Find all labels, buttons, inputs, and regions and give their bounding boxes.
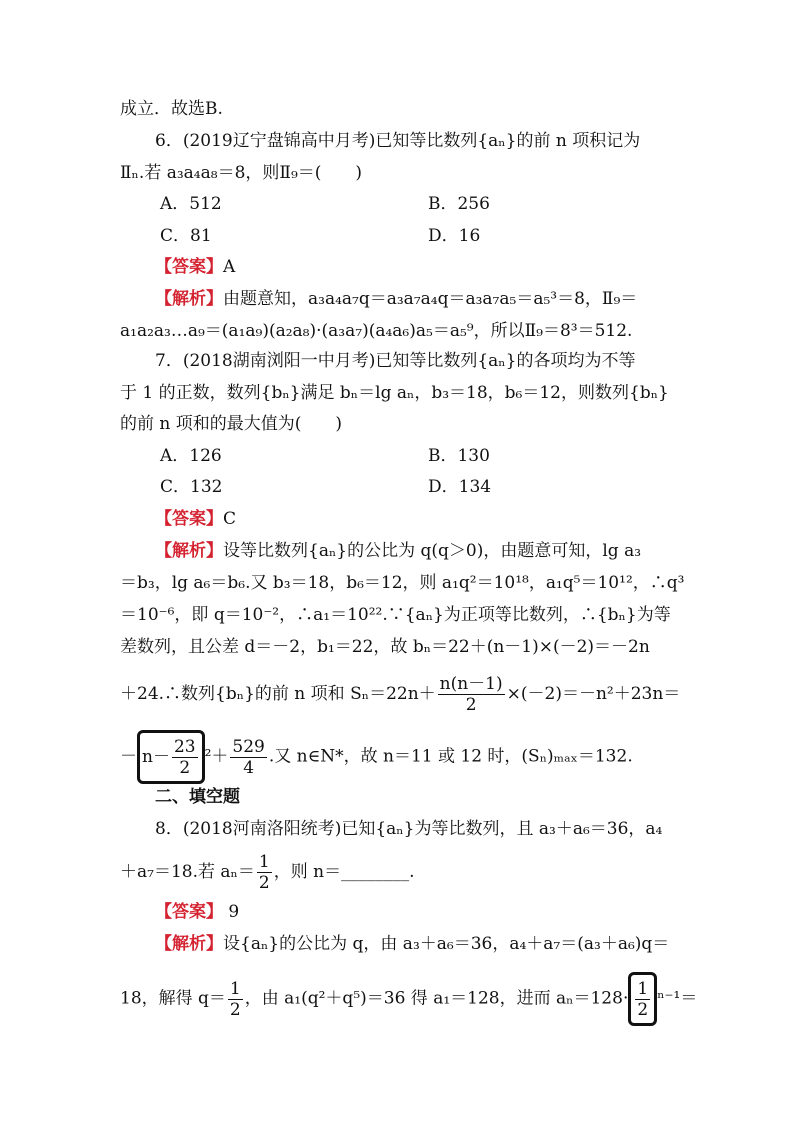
formula-text: ，则 n＝________. bbox=[273, 862, 415, 882]
analysis-text: 由题意知，a₃a₄a₇q＝a₃a₇a₄q＝a₃a₇a₅＝a₅³＝8，Ⅱ₉＝ bbox=[223, 289, 638, 309]
formula-text: ⁿ⁻¹＝ bbox=[657, 988, 698, 1009]
question-8-line-2 bbox=[120, 850, 414, 894]
fraction-denominator: 2 bbox=[179, 758, 191, 778]
fraction bbox=[438, 674, 505, 715]
question-7-line-3: 的前 n 项和的最大值为( ) bbox=[120, 414, 343, 434]
formula-text: ＋24.∴数列{bₙ}的前 n 项和 Sₙ＝22n＋ bbox=[120, 684, 436, 704]
option-c: C．81 bbox=[160, 226, 212, 246]
formula-text: ²＋ bbox=[204, 746, 229, 767]
analysis-tag: 【解析】 bbox=[155, 541, 223, 561]
formula-text: ，由 a₁(q²＋q⁵)＝36 得 a₁＝128，进而 aₙ＝128· bbox=[244, 988, 629, 1009]
fraction-numerator: 1 bbox=[258, 852, 270, 872]
fraction-denominator: 2 bbox=[258, 873, 270, 893]
formula-text: ＋a₇＝18.若 aₙ＝ bbox=[120, 862, 255, 882]
option-a: A．512 bbox=[160, 194, 222, 214]
option-b: B．130 bbox=[428, 446, 490, 466]
answer-value: A bbox=[223, 257, 236, 277]
answer-line bbox=[155, 901, 239, 923]
fraction bbox=[172, 737, 198, 778]
text-line bbox=[120, 672, 680, 716]
fraction bbox=[257, 852, 272, 893]
formula-text: ×(－2)＝－n²＋23n＝ bbox=[506, 684, 681, 704]
fraction-numerator: 1 bbox=[637, 979, 649, 999]
fraction-denominator: 2 bbox=[465, 695, 477, 715]
answer-line bbox=[155, 256, 235, 278]
fraction-denominator: 2 bbox=[229, 999, 241, 1020]
question-6-line-2: Ⅱₙ.若 a₃a₄a₈＝8，则Ⅱ₉＝( ) bbox=[120, 163, 363, 183]
fraction-denominator: 4 bbox=[243, 757, 255, 778]
fraction bbox=[635, 979, 650, 1020]
analysis-text: 设等比数列{aₙ}的公比为 q(q＞0)，由题意可知，lg a₃ bbox=[223, 541, 642, 561]
fraction-denominator: 2 bbox=[637, 1000, 649, 1020]
answer-value: C bbox=[223, 509, 237, 529]
option-d: D．16 bbox=[428, 226, 481, 246]
formula-text: － bbox=[120, 746, 137, 767]
text-line: 成立．故选B. bbox=[120, 99, 223, 119]
fraction-numerator: n(n－1) bbox=[439, 674, 503, 694]
formula-text: 18，解得 q＝ bbox=[120, 988, 226, 1009]
option-c: C．132 bbox=[160, 477, 223, 497]
question-8-line-1: 8．(2018河南洛阳统考)已知{aₙ}为等比数列，且 a₃＋a₆＝36，a₄ bbox=[155, 819, 663, 839]
analysis-tag: 【解析】 bbox=[155, 934, 223, 954]
bracket-group bbox=[137, 730, 205, 784]
question-6-line-1: 6．(2019辽宁盘锦高中月考)已知等比数列{aₙ}的前 n 项积记为 bbox=[155, 131, 641, 151]
answer-value: 9 bbox=[228, 902, 240, 922]
question-7-line-2: 于 1 的正数，数列{bₙ}满足 bₙ＝lg aₙ，b₃＝18，b₆＝12，则数列{bₙ} bbox=[120, 383, 669, 403]
text-line: ＝b₃，lg a₆＝b₆.又 b₃＝18，b₆＝12，则 a₁q²＝10¹⁸，a₁q⁵＝10¹²，∴q³ bbox=[120, 573, 685, 593]
question-7-line-1: 7．(2018湖南浏阳一中月考)已知等比数列{aₙ}的各项均为不等 bbox=[155, 351, 636, 371]
option-a: A．126 bbox=[160, 446, 222, 466]
fraction bbox=[230, 737, 266, 778]
analysis-line bbox=[155, 288, 637, 310]
analysis-tag: 【解析】 bbox=[155, 289, 223, 309]
option-d: D．134 bbox=[428, 477, 492, 497]
analysis-line bbox=[155, 933, 669, 955]
answer-tag: 【答案】 bbox=[155, 902, 223, 922]
formula-text: .又 n∈N*，故 n＝11 或 12 时，(Sₙ)ₘₐₓ＝132. bbox=[268, 746, 633, 767]
text-line: ＝10⁻⁶，即 q＝10⁻²，∴a₁＝10²².∵{aₙ}为正项等比数列，∴{bₙ}为等 bbox=[120, 605, 671, 625]
formula-text: n－ bbox=[142, 747, 170, 767]
answer-line bbox=[155, 508, 236, 530]
answer-tag: 【答案】 bbox=[155, 509, 223, 529]
analysis-line bbox=[155, 540, 641, 562]
analysis-text: 设{aₙ}的公比为 q，由 a₃＋a₆＝36，a₄＋a₇＝(a₃＋a₆)q＝ bbox=[223, 934, 670, 954]
bracket-group bbox=[628, 972, 657, 1026]
fraction bbox=[228, 979, 243, 1020]
text-line: a₁a₂a₃…a₉＝(a₁a₉)(a₂a₈)·(a₃a₇)(a₄a₆)a₅＝a₅⁹，所以Ⅱ₉＝8³＝512. bbox=[120, 321, 633, 341]
text-line bbox=[120, 730, 633, 784]
option-b: B．256 bbox=[428, 194, 490, 214]
text-line: 差数列，且公差 d＝－2，b₁＝22，故 bₙ＝22＋(n－1)×(－2)＝－2n bbox=[120, 637, 650, 657]
fraction-numerator: 1 bbox=[229, 978, 241, 999]
fraction-numerator: 529 bbox=[232, 736, 265, 757]
fraction-numerator: 23 bbox=[173, 737, 196, 757]
section-heading: 二、填空题 bbox=[155, 787, 240, 807]
answer-tag: 【答案】 bbox=[155, 257, 223, 277]
text-line bbox=[120, 972, 697, 1026]
